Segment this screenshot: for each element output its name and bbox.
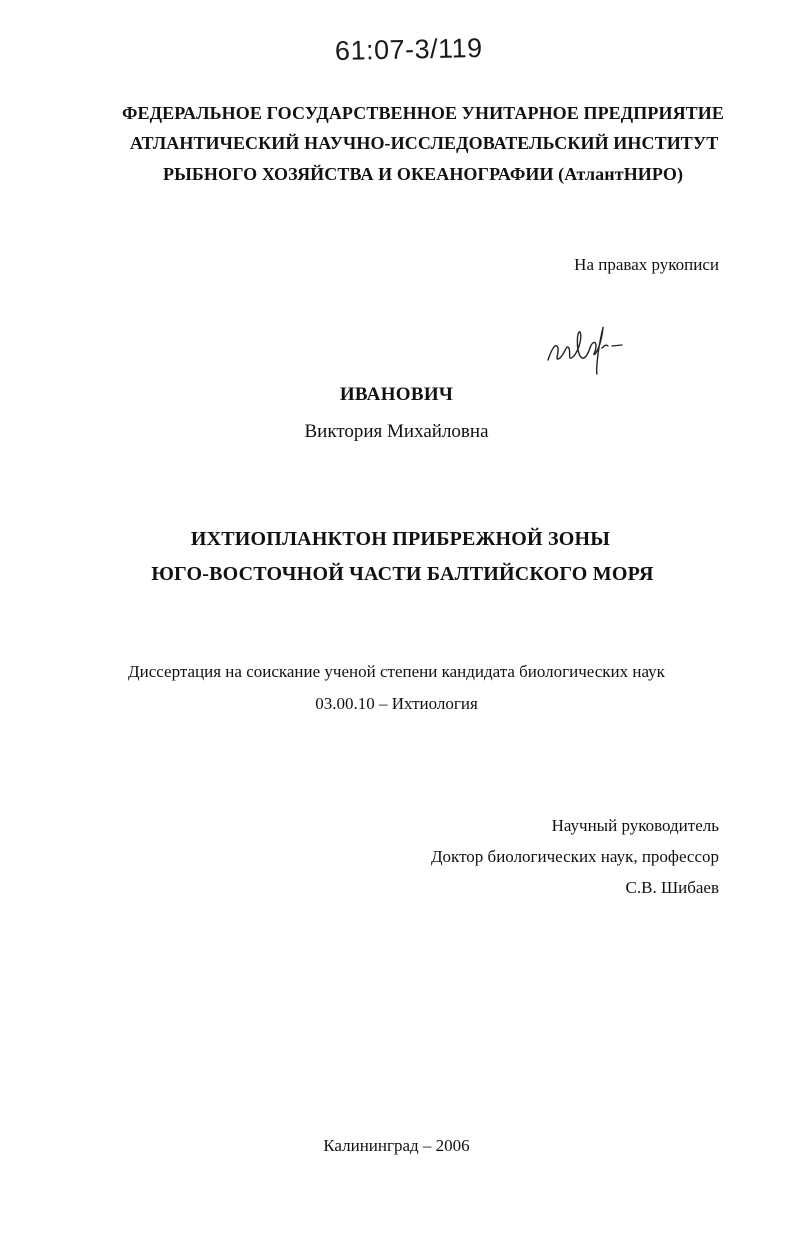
dissertation-description: Диссертация на соискание ученой степени кандидата биологических наук — [128, 662, 665, 681]
handwritten-signature — [540, 318, 635, 378]
city-and-year: Калининград – 2006 — [323, 1136, 470, 1155]
archive-stamp-number: 61:07-3/119 — [334, 32, 483, 66]
author-surname: ИВАНОВИЧ — [339, 384, 454, 405]
organization-line-2: АТЛАНТИЧЕСКИЙ НАУЧНО-ИССЛЕДОВАТЕЛЬСКИЙ ИНСТИТУТ — [130, 133, 719, 153]
supervisor-name: С.В. Шибаев — [625, 878, 719, 897]
organization-line-3: РЫБНОГО ХОЗЯЙСТВА И ОКЕАНОГРАФИИ (АтлантНИРО) — [163, 164, 684, 184]
thesis-title-line-2: ЮГО-ВОСТОЧНОЙ ЧАСТИ БАЛТИЙСКОГО МОРЯ — [151, 563, 654, 585]
thesis-title-line-1: ИХТИОПЛАНКТОН ПРИБРЕЖНОЙ ЗОНЫ — [190, 528, 611, 550]
supervisor-degree: Доктор биологических наук, профессор — [430, 847, 719, 866]
author-given-names: Виктория Михайловна — [304, 421, 489, 442]
manuscript-rights-note: На правах рукописи — [574, 255, 719, 274]
specialty-code: 03.00.10 – Ихтиология — [315, 694, 478, 713]
supervisor-role: Научный руководитель — [551, 816, 719, 835]
organization-line-1: ФЕДЕРАЛЬНОЕ ГОСУДАРСТВЕННОЕ УНИТАРНОЕ ПРЕДПРИЯТИЕ — [122, 103, 724, 123]
